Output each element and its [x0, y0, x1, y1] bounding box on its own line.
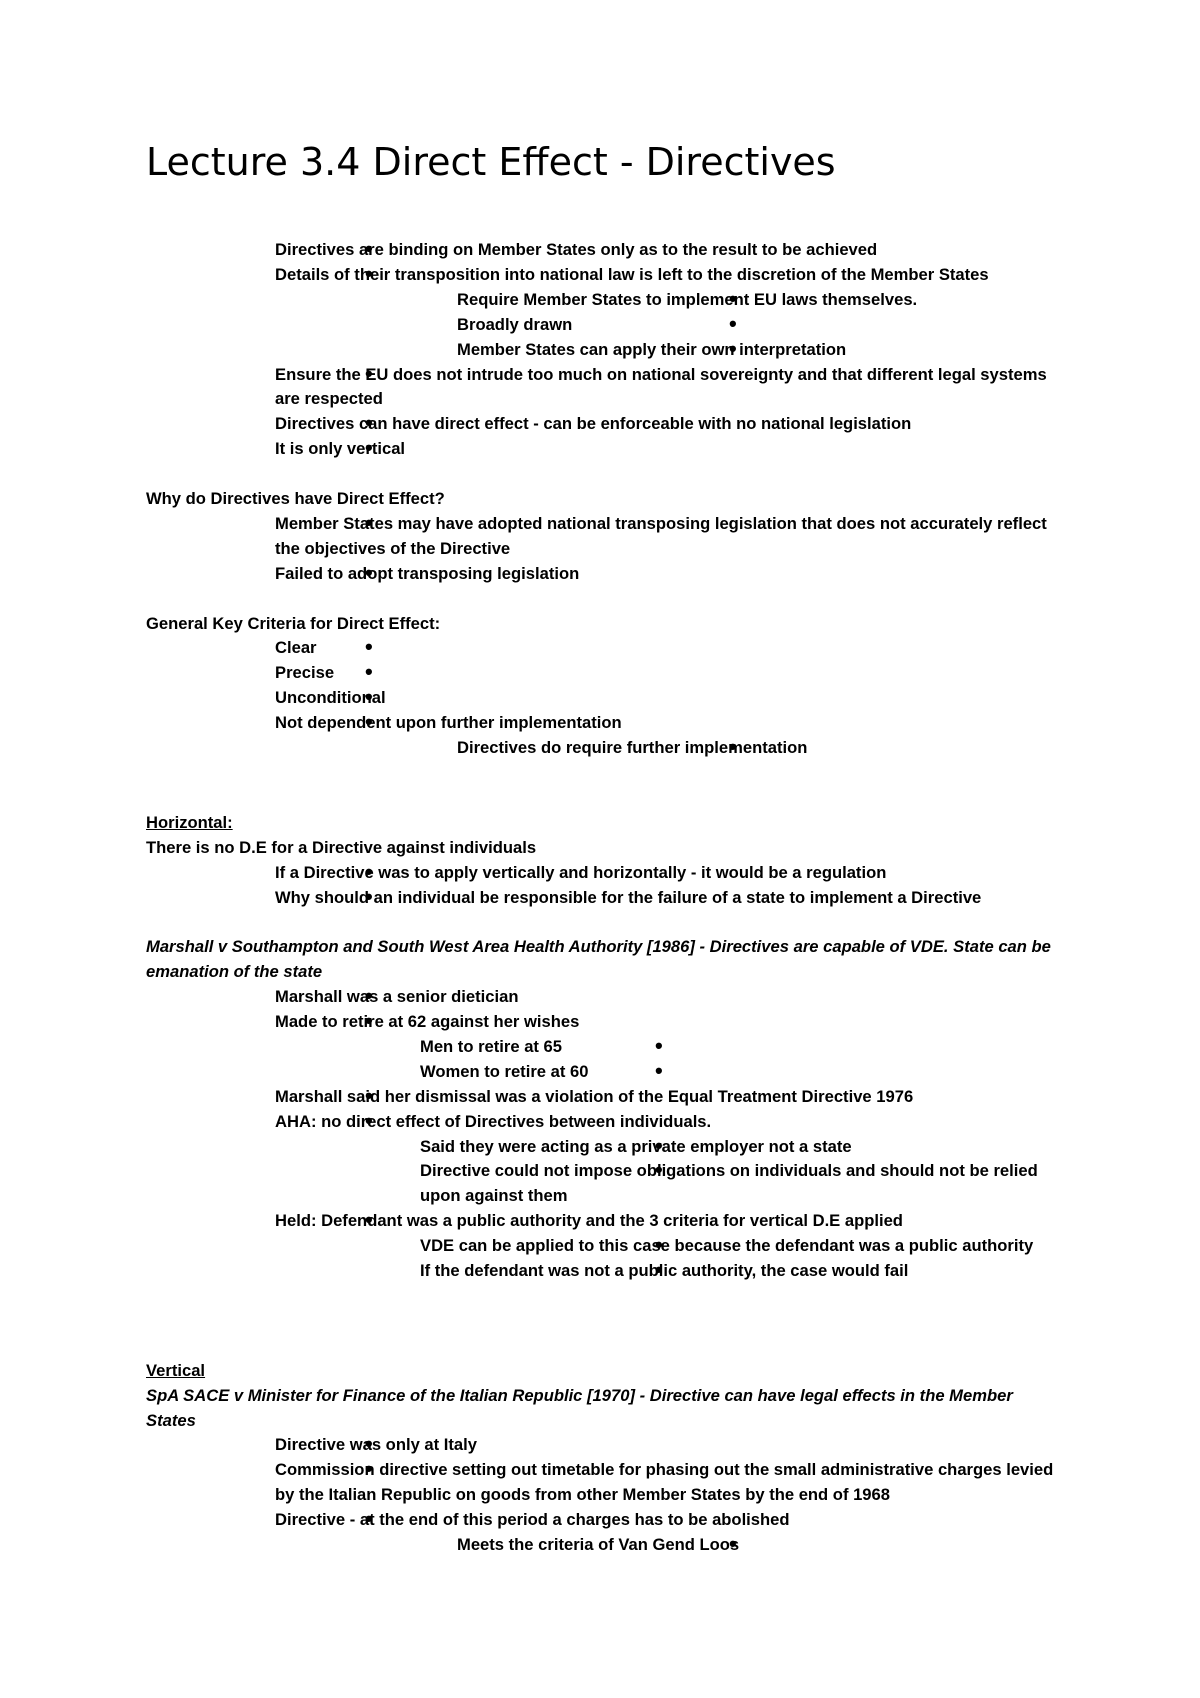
intro-list-2	[146, 363, 1066, 463]
marshall-sub-b	[146, 1135, 1066, 1210]
case-heading-marshall: Marshall v Southampton and South West Area Health Authority [1986] - Directives are capable of VDE. State can be emanation of the state	[146, 937, 1051, 982]
list-item: • Require Member States to implement EU laws themselves.	[457, 288, 1066, 313]
list-item: • Marshall said her dismissal was a violation of the Equal Treatment Directive 1976	[275, 1085, 1066, 1110]
list-item: • Broadly drawn	[457, 313, 1066, 338]
list-item: • Details of their transposition into national law is left to the discretion of the Member States	[275, 263, 1066, 288]
list-item: • Meets the criteria of Van Gend Loos	[457, 1533, 1066, 1558]
list-item: • Precise	[275, 661, 1066, 686]
list-item: • Directives can have direct effect - can be enforceable with no national legislation	[275, 412, 1066, 437]
list-item: • Women to retire at 60	[420, 1060, 1066, 1085]
why-list	[146, 512, 1066, 587]
list-item: • Said they were acting as a private employer not a state	[420, 1135, 1066, 1160]
section-heading-vertical: Vertical	[146, 1360, 206, 1380]
case-heading-sace: SpA SACE v Minister for Finance of the Italian Republic [1970] - Directive can have legal effects in the Member States	[146, 1385, 1013, 1430]
marshall-sub-c	[146, 1234, 1066, 1284]
list-item: • Directives do require further implementation	[457, 736, 1066, 761]
document-body	[146, 238, 1066, 1558]
list-item: • Commission directive setting out timetable for phasing out the small administrative charges levied by the Italian Republic on goods from other Member States by the end of 1968	[275, 1458, 1066, 1508]
horizontal-statement: There is no D.E for a Directive against individuals	[146, 837, 537, 857]
list-item: • If a Directive was to apply vertically and horizontally - it would be a regulation	[275, 861, 1066, 886]
list-item: • Unconditional	[275, 686, 1066, 711]
list-item: • Failed to adopt transposing legislation	[275, 562, 1066, 587]
intro-list	[146, 238, 1066, 288]
list-item: • Clear	[275, 636, 1066, 661]
list-item: • If the defendant was not a public authority, the case would fail	[420, 1259, 1066, 1284]
intro-sub-list	[146, 288, 1066, 363]
section-heading-horizontal: Horizontal:	[146, 812, 233, 832]
list-item: • Not dependent upon further implementation	[275, 711, 1066, 736]
list-item: • Directive was only at Italy	[275, 1433, 1066, 1458]
marshall-sub-a	[146, 1035, 1066, 1085]
list-item: • Directive - at the end of this period a charges has to be abolished	[275, 1508, 1066, 1533]
section-heading-criteria: General Key Criteria for Direct Effect:	[146, 613, 441, 633]
list-item: • Held: Defendant was a public authority and the 3 criteria for vertical D.E applied	[275, 1209, 1066, 1234]
vertical-sub-list	[146, 1533, 1066, 1558]
list-item: • Directives are binding on Member States only as to the result to be achieved	[275, 238, 1066, 263]
criteria-list	[146, 636, 1066, 736]
marshall-list-b	[146, 1085, 1066, 1135]
vertical-list	[146, 1433, 1066, 1533]
list-item: • VDE can be applied to this case because the defendant was a public authority	[420, 1234, 1066, 1259]
list-item: • It is only vertical	[275, 437, 1066, 462]
list-item: • Men to retire at 65	[420, 1035, 1066, 1060]
list-item: • Made to retire at 62 against her wishes	[275, 1010, 1066, 1035]
marshall-list-c	[146, 1209, 1066, 1234]
list-item: • Member States may have adopted national transposing legislation that does not accurately reflect the objectives of the Directive	[275, 512, 1066, 562]
list-item: • Member States can apply their own interpretation	[457, 338, 1066, 363]
criteria-sub-list	[146, 736, 1066, 761]
list-item: • Marshall was a senior dietician	[275, 985, 1066, 1010]
list-item: • Why should an individual be responsible for the failure of a state to implement a Directive	[275, 886, 1066, 911]
section-heading-why: Why do Directives have Direct Effect?	[146, 489, 445, 509]
horizontal-list	[146, 861, 1066, 911]
page-title: Lecture 3.4 Direct Effect - Directives	[146, 140, 836, 184]
list-item: • Directive could not impose obligations on individuals and should not be relied upon against them	[420, 1159, 1066, 1209]
list-item: • Ensure the EU does not intrude too much on national sovereignty and that different legal systems are respected	[275, 363, 1066, 413]
list-item: • AHA: no direct effect of Directives between individuals.	[275, 1110, 1066, 1135]
marshall-list-a	[146, 985, 1066, 1035]
